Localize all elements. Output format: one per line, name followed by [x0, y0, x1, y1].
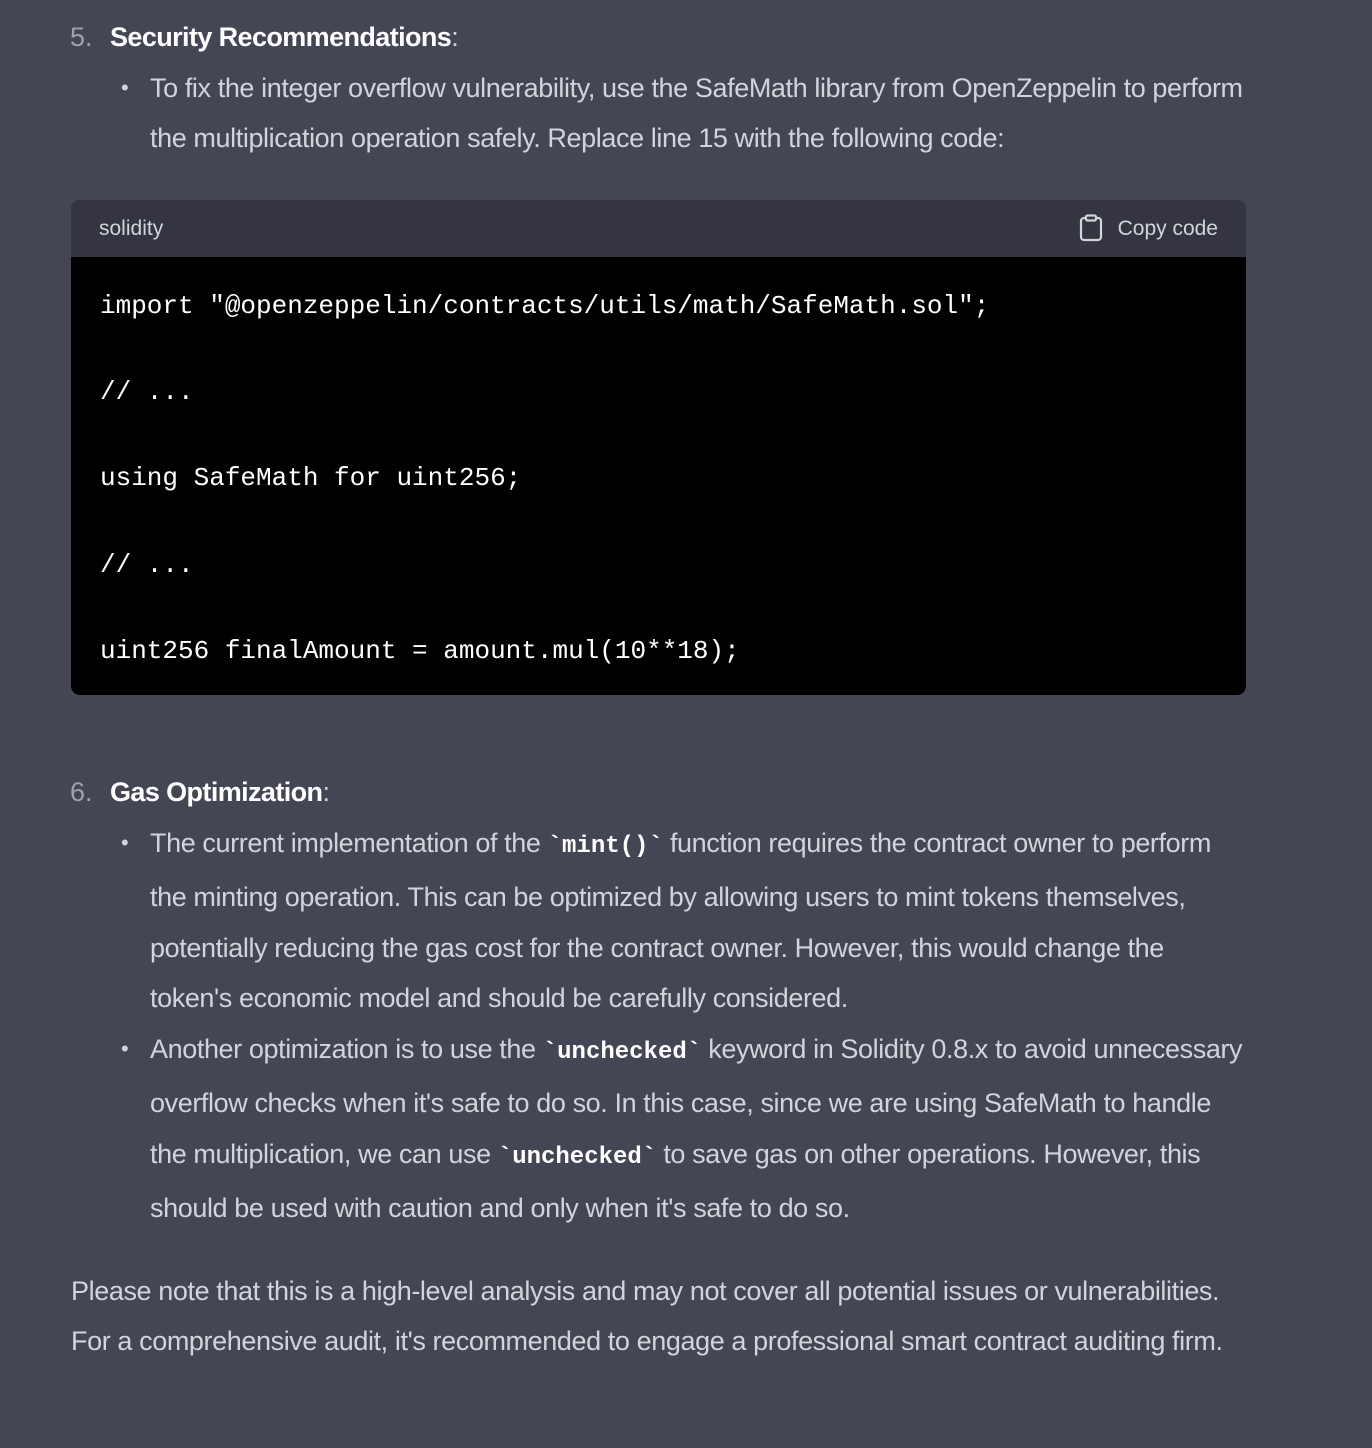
list-number: 5. — [70, 22, 93, 52]
inline-code: `unchecked` — [497, 1143, 657, 1171]
code-line: using SafeMath for uint256; — [100, 463, 522, 494]
section-heading: Security Recommendations — [110, 22, 452, 52]
bullet-dot-icon: • — [121, 1035, 129, 1061]
bullet-text: keyword in Solidity 0.8.x to avoid unnecessary overflow checks when it's safe to do so. In this case, since we are using SafeMath to handle the multiplication, we can use — [150, 1033, 1243, 1169]
bullet-item — [121, 63, 1246, 164]
code-line: import "@openzeppelin/contracts/utils/math/SafeMath.sol"; — [100, 290, 990, 321]
heading-colon: : — [451, 22, 459, 52]
inline-code: `unchecked` — [542, 1038, 702, 1066]
assistant-message — [71, 12, 1246, 1394]
code-language-label: solidity — [99, 216, 164, 240]
heading-colon: : — [322, 777, 330, 808]
bullet-list — [110, 63, 1246, 164]
clipboard-icon — [1079, 214, 1103, 242]
code-block-header — [71, 200, 1246, 257]
closing-note: Please note that this is a high-level analysis and may not cover all potential issues or vulnerabilities. For a comprehensive audit, it's recommended to engage a professional smart contract auditing firm. — [71, 1275, 1223, 1357]
code-block — [71, 200, 1246, 696]
bullet-dot-icon: • — [121, 829, 129, 855]
bullet-list — [110, 818, 1246, 1234]
code-content[interactable] — [71, 257, 1246, 696]
section-heading: Gas Optimization — [110, 777, 323, 808]
bullet-text: to save gas on other operations. However, this should be used with caution and only when it's safe to do so. — [150, 1138, 1201, 1224]
list-item-security-recommendations — [71, 12, 1246, 695]
code-line: // ... — [100, 549, 194, 580]
bullet-item — [121, 818, 1246, 1024]
code-line: uint256 finalAmount = amount.mul(10**18); — [100, 636, 740, 667]
copy-code-label: Copy code — [1117, 216, 1218, 240]
bullet-text: The current implementation of the — [150, 827, 548, 858]
list-number: 6. — [70, 777, 93, 808]
inline-code: `mint()` — [547, 832, 663, 860]
bullet-text: To fix the integer overflow vulnerability, use the SafeMath library from OpenZeppelin to perform the multiplication operation safely. Replace line 15 with the following code: — [150, 72, 1243, 153]
bullet-item — [121, 1024, 1246, 1234]
code-line: // ... — [100, 376, 194, 407]
list-item-gas-optimization — [71, 767, 1246, 1234]
copy-code-button[interactable] — [1079, 200, 1218, 257]
bullet-text: function requires the contract owner to perform the minting operation. This can be optimized by allowing users to mint tokens themselves, potentially reducing the gas cost for the contract owner. However, this would change the token's economic model and should be carefully considered. — [150, 827, 1211, 1014]
bullet-dot-icon: • — [121, 74, 129, 100]
bullet-text: Another optimization is to use the — [150, 1033, 543, 1064]
